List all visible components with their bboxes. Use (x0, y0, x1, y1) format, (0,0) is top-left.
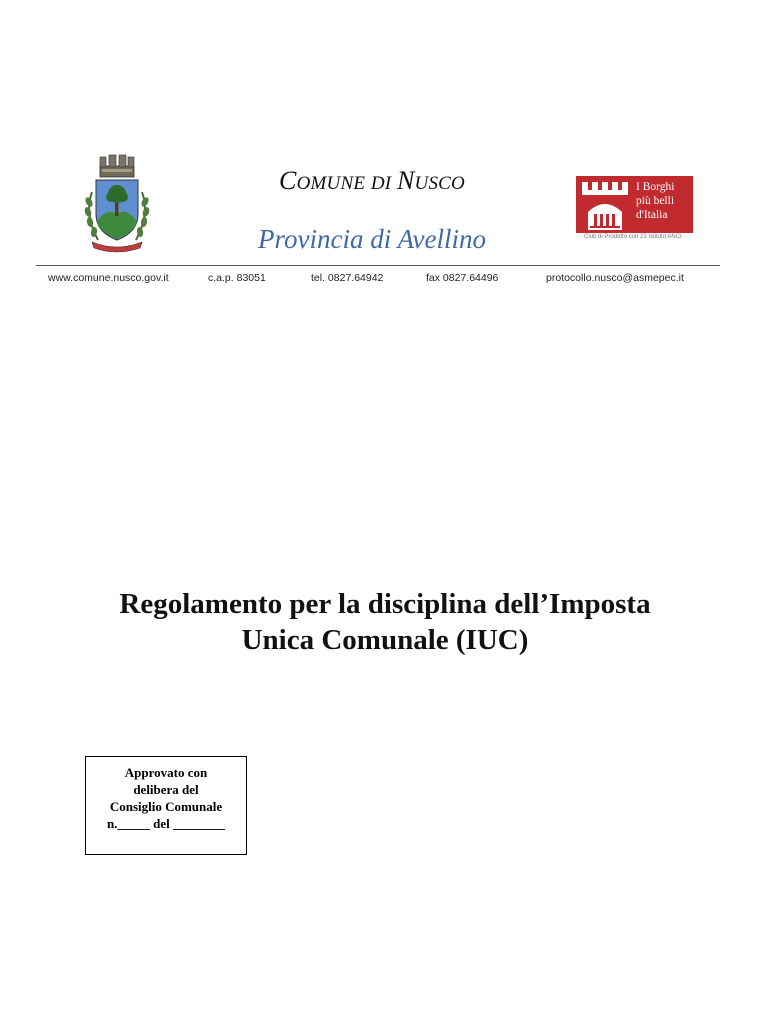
document-title-line-2: Unica Comunale (IUC) (241, 624, 529, 656)
approval-line-1: Approvato con (124, 765, 208, 780)
coat-of-arms-icon (78, 152, 156, 256)
document-title-line-1: Regolamento per la disciplina dell’Imposta (119, 588, 651, 620)
borghi-tower-icon (578, 178, 634, 232)
approval-line-3: Consiglio Comunale (109, 799, 223, 814)
borghi-logo-text (636, 180, 692, 222)
approval-line-4: n._____ del ________ (106, 816, 226, 831)
website-link[interactable]: www.comune.nusco.gov.it (48, 272, 169, 284)
borghi-logo-subtitle: Club di Prodotto con 23 Istituto ANCI (584, 234, 682, 240)
borghi-line-2: più belli (636, 195, 675, 207)
borghi-line-3: d'Italia (636, 209, 668, 221)
borghi-logo-icon (574, 176, 694, 244)
header-divider (36, 265, 720, 266)
comune-title: COMUNE DI NUSCO (279, 166, 465, 195)
pec-email-link[interactable]: protocollo.nusco@asmepec.it (546, 272, 684, 284)
borghi-line-1: I Borghi (636, 181, 675, 193)
provincia-subtitle: Provincia di Avellino (258, 224, 486, 254)
approval-box (85, 756, 247, 855)
fax-number: fax 0827.64496 (426, 272, 499, 284)
document-title (40, 586, 730, 658)
telephone-number: tel. 0827.64942 (311, 272, 384, 284)
approval-line-2: delibera del (133, 782, 199, 797)
postal-code: c.a.p. 83051 (208, 272, 266, 284)
